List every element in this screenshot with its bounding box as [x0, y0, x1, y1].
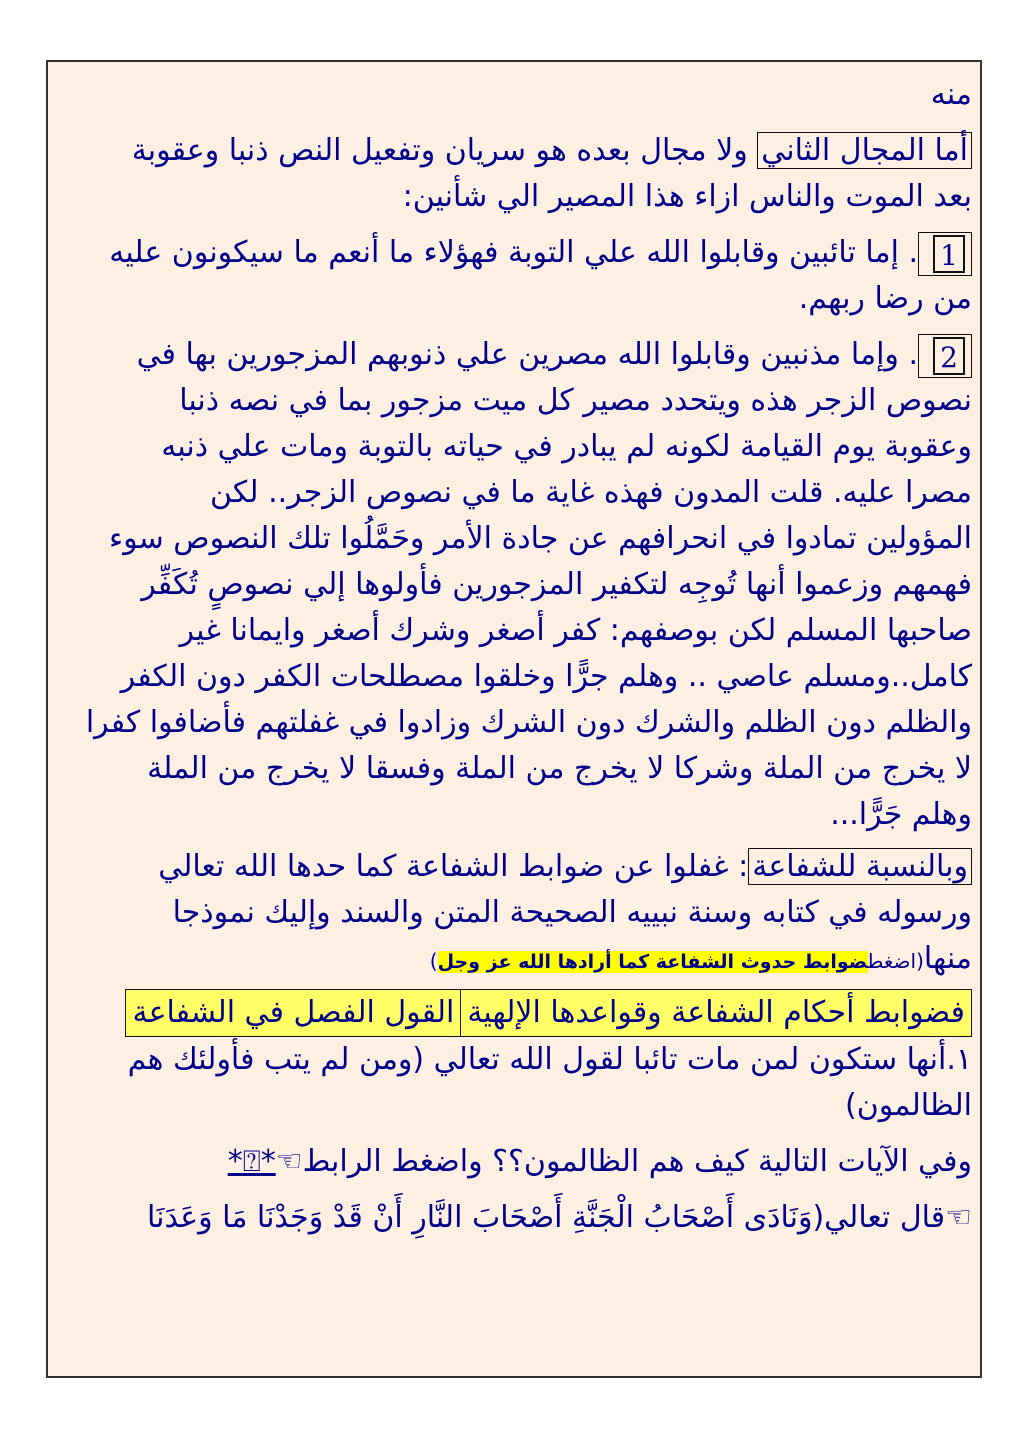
press-label: (اضغط	[867, 949, 924, 973]
text-line: صاحبها المسلم لكن بوصفهم: كفر أصغر وشرك أصغر وايمانا غير	[179, 613, 972, 648]
paragraph-second-domain	[56, 128, 972, 174]
text-line: نصوص الزجر هذه ويتحدد مصير كل ميت مزجور بما في نصه ذنبا	[179, 383, 972, 418]
boxed-heading-second-domain: أما المجال الثاني	[757, 132, 972, 169]
press-link-line	[56, 936, 972, 985]
closing-paren: )	[429, 949, 438, 973]
list-item-1	[56, 230, 972, 276]
text-line: لا يخرج من الملة وشركا لا يخرج من الملة وفسقا لا يخرج من الملة	[147, 751, 972, 786]
text-line: . إما تائبين وقابلوا الله علي التوبة فهؤلاء ما أنعم ما سيكونون عليه	[109, 235, 918, 270]
number-box-1	[918, 232, 972, 276]
text-line: مصرا عليه. قلت المدون فهذه غاية ما في نصوص الزجر.. لكن	[210, 475, 972, 510]
text-line: وفي الآيات التالية كيف هم الظالمون؟؟ واضغط الرابط☜	[275, 1144, 972, 1179]
number-label: 2	[933, 337, 965, 375]
text-line: : غفلوا عن ضوابط الشفاعة كما حدها الله تعالي	[158, 849, 749, 884]
verses-link-line	[56, 1139, 972, 1185]
text-line: كامل..ومسلم عاصي .. وهلم جرًّا وخلقوا مصطلحات الكفر دون الكفر	[120, 659, 972, 694]
paragraph-intercession	[56, 844, 972, 890]
text-line: . وإما مذنبين وقابلوا الله مصرين علي ذنوبهم المزجورين بها في	[136, 337, 918, 372]
intercession-table	[125, 989, 972, 1037]
text-line: فهمهم وزعموا أنها تُوجِه لتكفير المزجورين فأولوها إلي نصوصٍ تُكَفِّر	[141, 567, 972, 602]
quran-verse-line: ☜قال تعالي(وَنَادَى أَصْحَابُ الْجَنَّةِ أَصْحَابَ النَّارِ أَنْ قَدْ وَجَدْنَا مَا وَعَدَنَا	[147, 1200, 972, 1235]
text-line: منها	[923, 941, 972, 976]
text-line: ولا مجال بعده هو سريان وتفعيل النص ذنبا وعقوبة	[131, 133, 758, 168]
highlighted-link[interactable]: ضوابط حدوث الشفاعة كما أرادها الله عز وجل	[437, 951, 868, 973]
text-line: وعقوبة يوم القيامة لكونه لم يبادر في حياته بالتوبة ومات علي ذنبه	[161, 429, 972, 464]
boxed-heading-intercession: وبالنسبة للشفاعة	[748, 848, 972, 885]
text-line: الظالمون)	[845, 1088, 972, 1123]
text-line: والظلم دون الظلم والشرك دون الشرك وزادوا في غفلتهم فأضافوا كفرا	[85, 705, 972, 740]
number-label: 1	[933, 235, 965, 273]
document-page	[46, 60, 982, 1378]
number-box-2	[918, 334, 972, 378]
text-line: المؤولين تمادوا في انحرافهم عن جادة الأمر وحَمَّلُوا تلك النصوص سوء	[109, 521, 972, 556]
text-line: ١.أنها ستكون لمن مات تائبا لقول الله تعالي (ومن لم يتب فأولئك هم	[127, 1042, 972, 1077]
text-line: بعد الموت والناس ازاء هذا المصير الي شأنين:	[402, 179, 972, 214]
text-line: ورسوله في كتابه وسنة نبييه الصحيحة المتن والسند وإليك نموذجا	[172, 895, 972, 930]
text-line: وهلم جَرًّا...	[830, 797, 972, 832]
list-item-2	[56, 332, 972, 378]
verses-link[interactable]: *⍰*	[227, 1144, 276, 1179]
table-cell-rules: فضوابط أحكام الشفاعة وقواعدها الإلهية	[460, 990, 971, 1036]
table-cell-decisive-word: القول الفصل في الشفاعة	[126, 990, 460, 1036]
paragraph-intro: منه	[930, 77, 972, 112]
text-line: من رضا ربهم.	[798, 281, 972, 316]
document-body	[48, 62, 980, 1376]
